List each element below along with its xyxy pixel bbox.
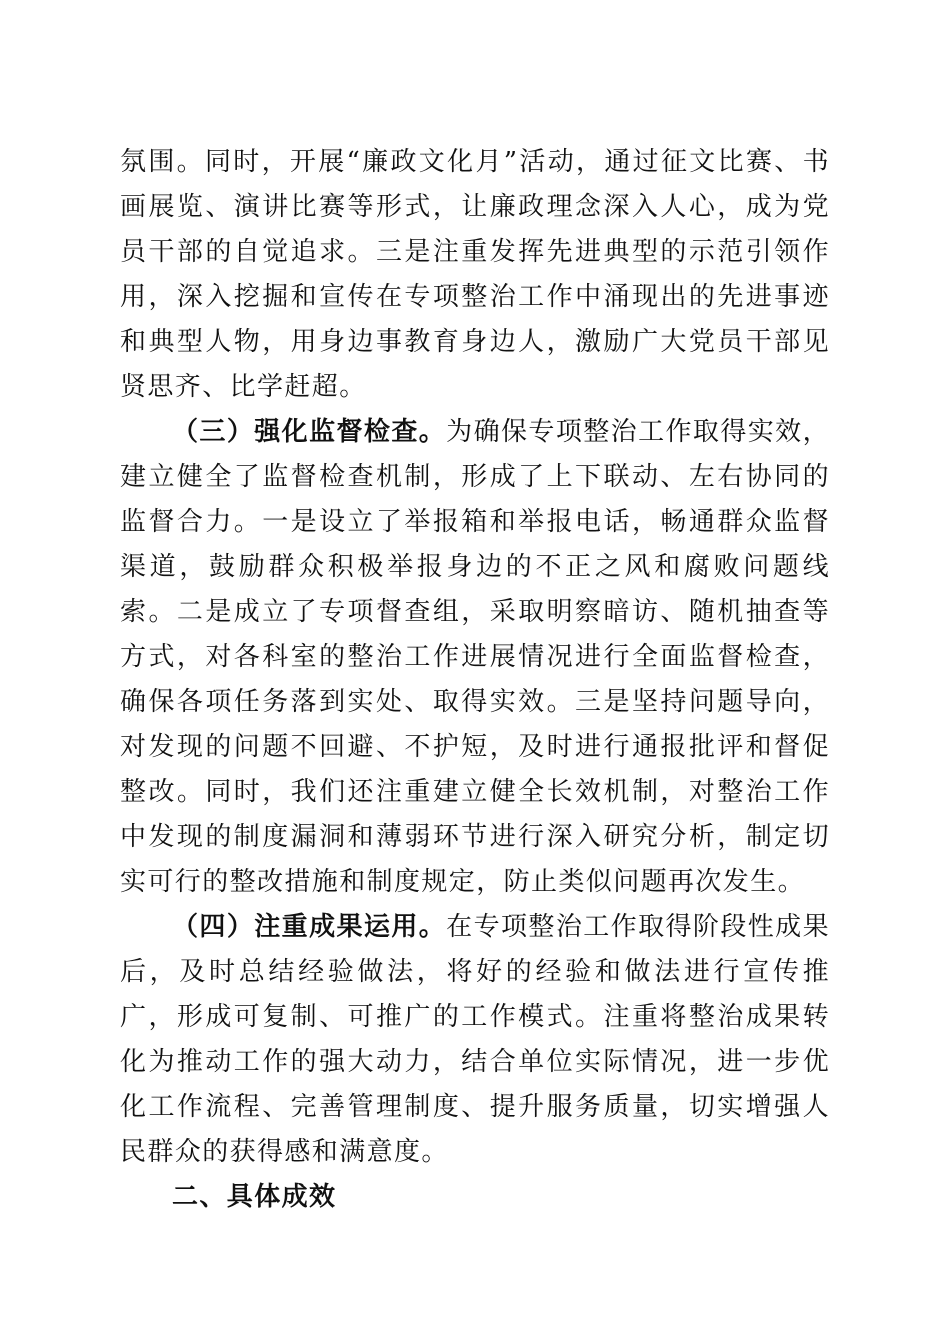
paragraph-lead: （三）强化监督检查。 xyxy=(172,417,447,447)
paragraph-text: 氛围。同时，开展“廉政文化月”活动，通过征文比赛、书画展览、演讲比赛等形式，让廉政理念深入人心，成为党员干部的自觉追求。三是注重发挥先进典型的示范引领作用，深入挖掘和宣传在专项整治工作中涌现出的先进事迹和典型人物，用身边事教育身边人，激励广大党员干部见贤思齐、比学赶超。 xyxy=(120,147,830,402)
paragraph-text: 在专项整治工作取得阶段性成果后，及时总结经验做法，将好的经验和做法进行宣传推广，形成可复制、可推广的工作模式。注重将整治成果转化为推动工作的强大动力，结合单位实际情况，进一步优化工作流程、完善管理制度、提升服务质量，切实增强人民群众的获得感和满意度。 xyxy=(120,912,830,1167)
paragraph-text: 为确保专项整治工作取得实效，建立健全了监督检查机制，形成了上下联动、左右协同的监督合力。一是设立了举报箱和举报电话，畅通群众监督渠道，鼓励群众积极举报身边的不正之风和腐败问题线索。二是成立了专项督查组，采取明察暗访、随机抽查等方式，对各科室的整治工作进展情况进行全面监督检查，确保各项任务落到实处、取得实效。三是坚持问题导向，对发现的问题不回避、不护短，及时进行通报批评和督促整改。同时，我们还注重建立健全长效机制，对整治工作中发现的制度漏洞和薄弱环节进行深入研究分析，制定切实可行的整改措施和制度规定，防止类似问题再次发生。 xyxy=(120,417,830,897)
paragraph-lead: （四）注重成果运用。 xyxy=(172,912,447,942)
section-heading: 二、具体成效 xyxy=(172,1182,337,1212)
paragraph-results xyxy=(120,905,830,1175)
paragraph-supervision xyxy=(120,410,830,905)
document-body xyxy=(120,140,830,1220)
paragraph-continued xyxy=(120,140,830,410)
